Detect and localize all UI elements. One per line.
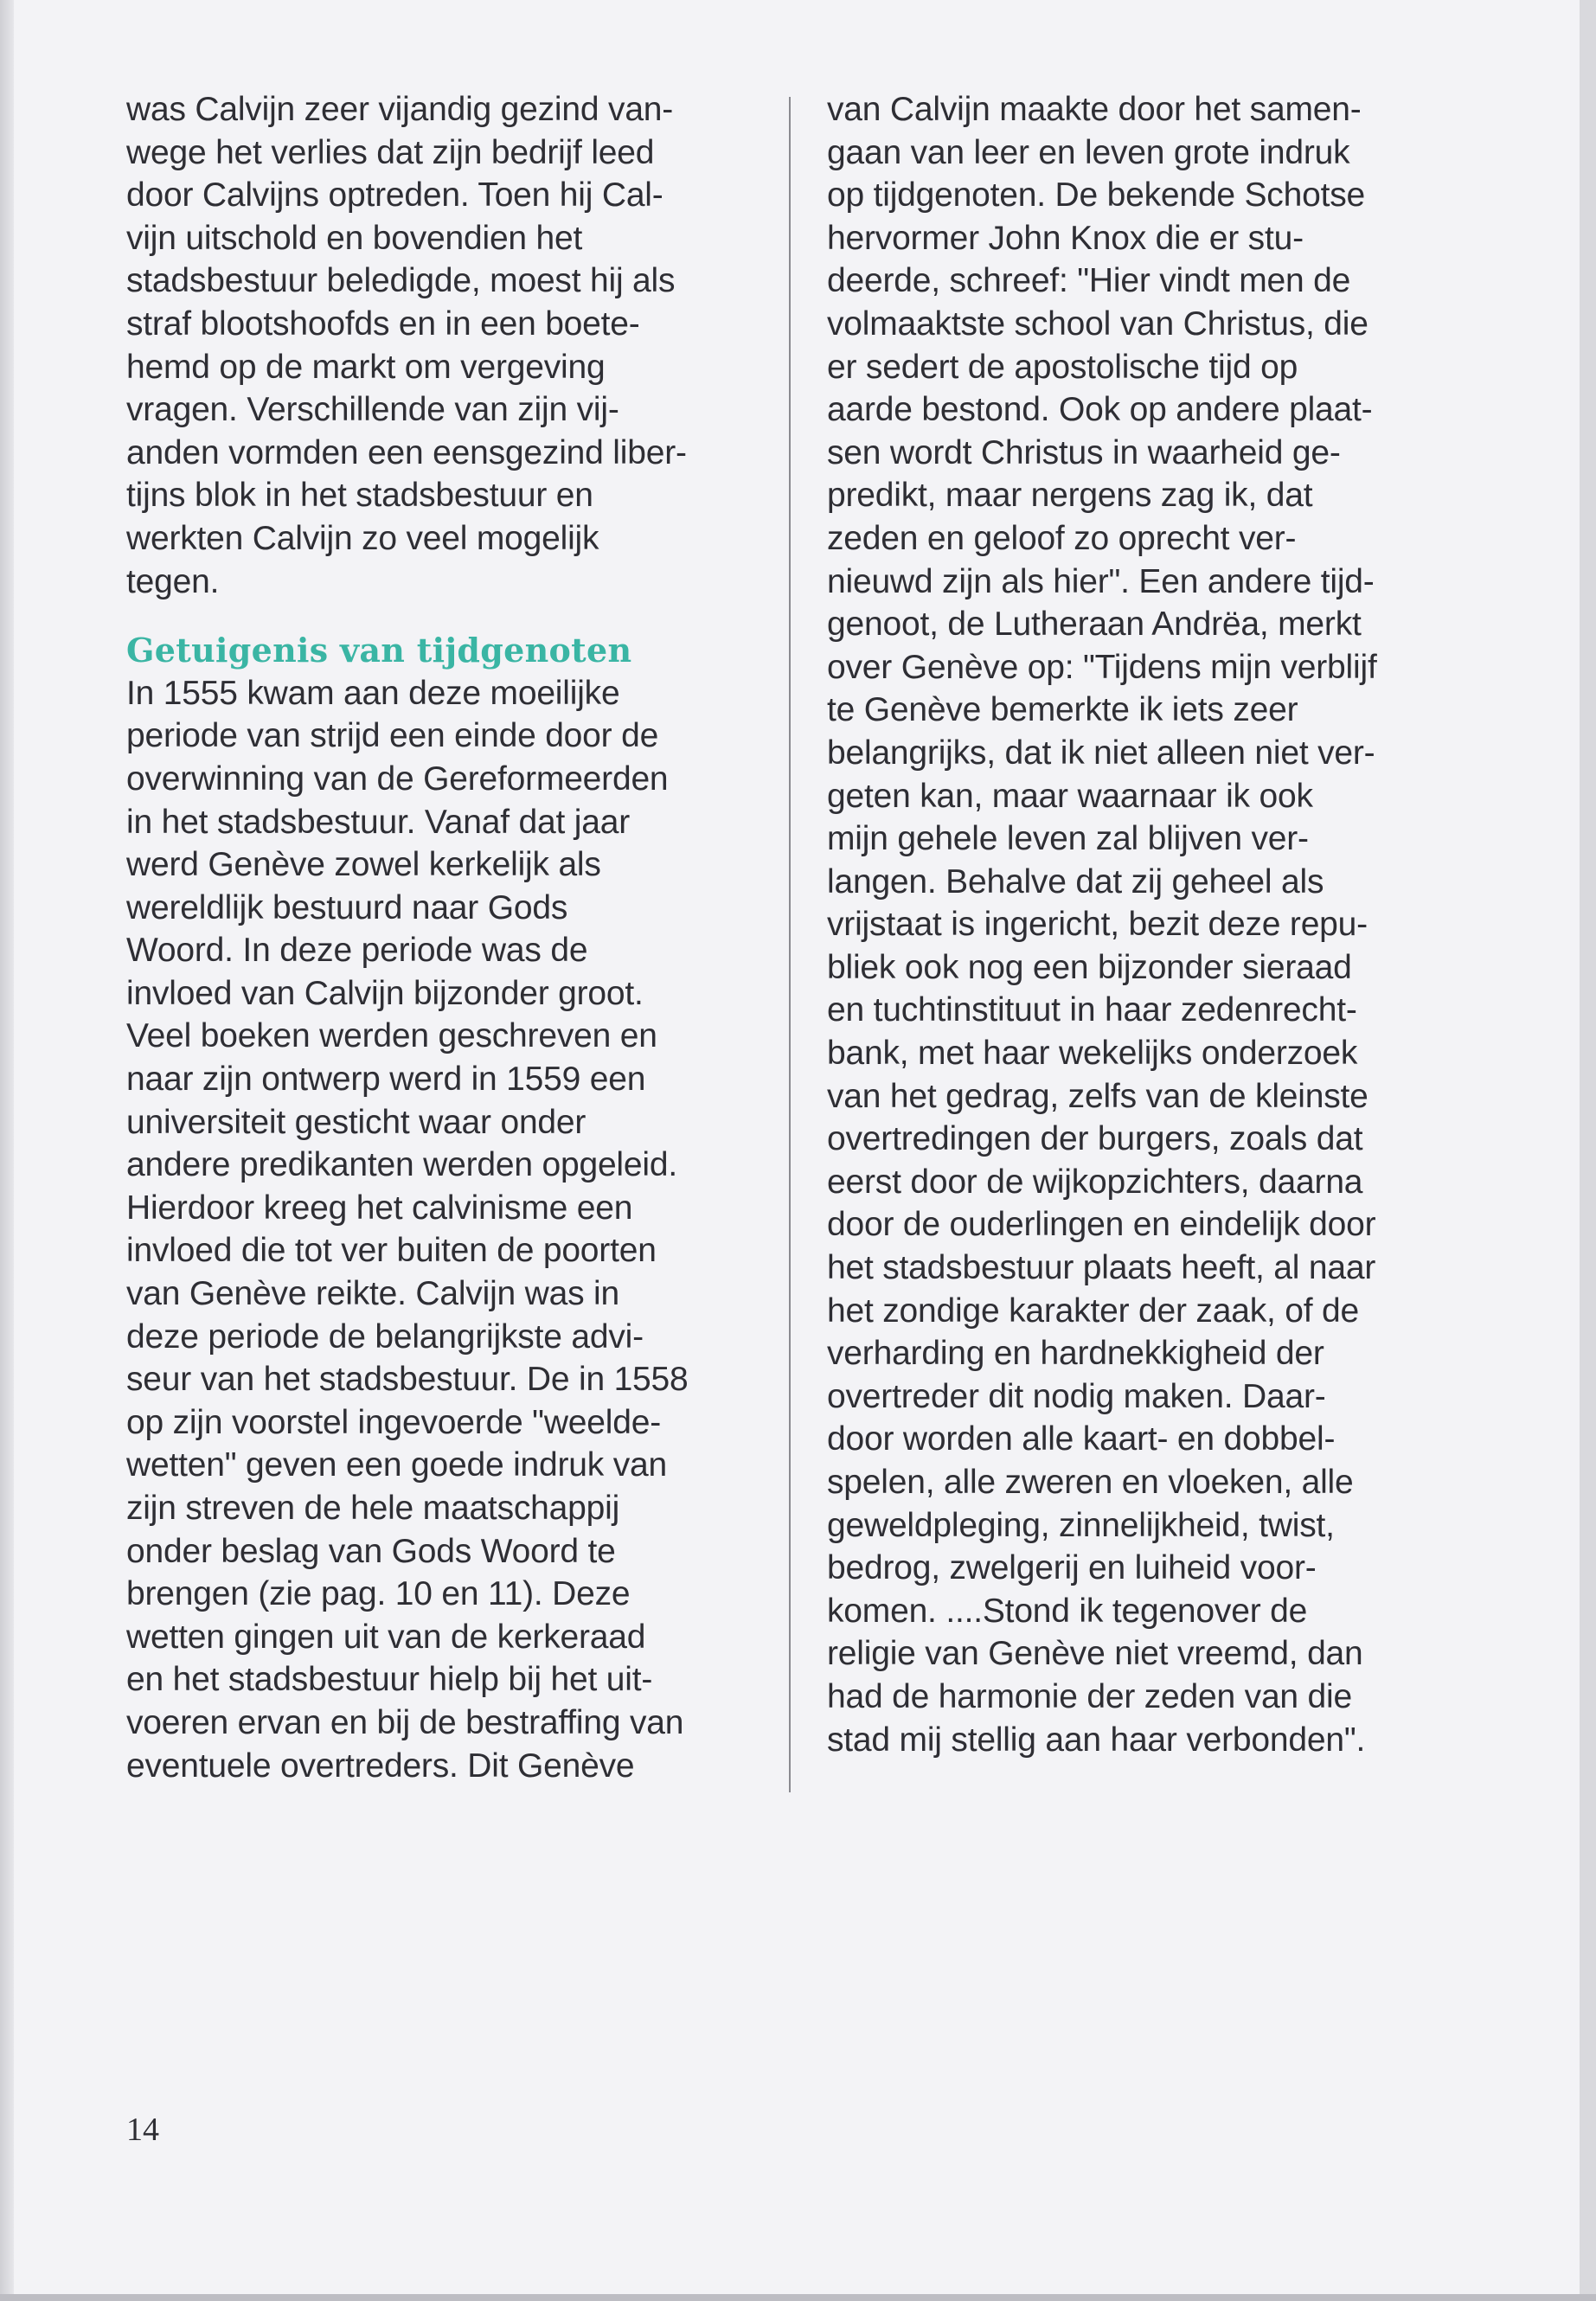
text-line: in het stadsbestuur. Vanaf dat jaar [126, 803, 630, 841]
text-line: door worden alle kaart- en dobbel- [827, 1420, 1336, 1458]
text-line: zeden en geloof zo oprecht ver- [827, 519, 1297, 557]
text-line: van Genève reikte. Calvijn was in [126, 1275, 620, 1313]
column-divider [789, 97, 791, 1792]
text-line: bank, met haar wekelijks onderzoek [827, 1035, 1358, 1073]
text-line: vrijstaat is ingericht, bezit deze repu- [827, 906, 1368, 944]
text-line: te Genève bemerkte ik iets zeer [827, 691, 1298, 729]
text-line: er sedert de apostolische tijd op [827, 348, 1298, 386]
text-line: het zondige karakter der zaak, of de [827, 1292, 1360, 1330]
text-line: van het gedrag, zelfs van de kleinste [827, 1077, 1368, 1115]
text-line: zijn streven de hele maatschappij [126, 1490, 620, 1527]
text-line: vijn uitschold en bovendien het [126, 219, 583, 257]
page-bottom-edge [0, 2294, 1596, 2301]
text-line: op tijdgenoten. De bekende Schotse [827, 176, 1365, 215]
text-line: op zijn voorstel ingevoerde "weelde- [126, 1403, 661, 1441]
text-line: verharding en hardnekkigheid der [827, 1335, 1324, 1373]
text-line: sen wordt Christus in waarheid ge- [827, 433, 1341, 471]
text-line: was Calvijn zeer vijandig gezind van- [126, 91, 674, 128]
text-line: hemd op de markt om vergeving [126, 348, 606, 386]
text-line: bliek ook nog een bijzonder sieraad [827, 948, 1352, 986]
text-line: had de harmonie der zeden van die [827, 1677, 1353, 1715]
text-line: deze periode de belangrijkste advi- [126, 1317, 644, 1356]
left-paragraph-2 [126, 672, 766, 1787]
text-line: hervormer John Knox die er stu- [827, 219, 1304, 257]
text-line: andere predikanten werden opgeleid. [126, 1146, 677, 1184]
text-line: stadsbestuur beledigde, moest hij als [126, 262, 676, 300]
text-line: overtreder dit nodig maken. Daar- [827, 1377, 1326, 1415]
page-binding-edge [0, 0, 14, 2301]
text-line: wetten gingen uit van de kerkeraad [126, 1618, 646, 1656]
text-line: Hierdoor kreeg het calvinisme een [126, 1189, 633, 1227]
text-line: belangrijks, dat ik niet alleen niet ver- [827, 734, 1375, 772]
text-line: invloed van Calvijn bijzonder groot. [126, 974, 644, 1012]
text-line: Woord. In deze periode was de [126, 932, 588, 970]
right-paragraph-1 [827, 88, 1450, 1761]
text-line: spelen, alle zweren en vloeken, alle [827, 1464, 1354, 1501]
text-line: Veel boeken werden geschreven en [126, 1017, 657, 1055]
text-line: straf blootshoofds en in een boete- [126, 304, 640, 343]
text-line: onder beslag van Gods Woord te [126, 1532, 616, 1570]
text-line: universiteit gesticht waar onder [126, 1103, 586, 1141]
text-line: religie van Genève niet vreemd, dan [827, 1635, 1363, 1673]
text-line: door de ouderlingen en eindelijk door [827, 1206, 1376, 1244]
text-line: periode van strijd een einde door de [126, 717, 659, 755]
text-line: overwinning van de Gereformeerden [126, 760, 669, 798]
text-line: door Calvijns optreden. Toen hij Cal- [126, 176, 663, 215]
left-column [126, 88, 766, 1787]
text-line: anden vormden een eensgezind liber- [126, 433, 687, 471]
text-line: nieuwd zijn als hier". Een andere tijd- [827, 562, 1375, 600]
text-line: het stadsbestuur plaats heeft, al naar [827, 1249, 1376, 1287]
left-paragraph-1 [126, 88, 766, 603]
text-line: en het stadsbestuur hielp bij het uit- [126, 1661, 653, 1699]
text-line: seur van het stadsbestuur. De in 1558 [126, 1361, 689, 1399]
text-line: naar zijn ontwerp werd in 1559 een [126, 1061, 646, 1099]
text-line: tegen. [126, 562, 220, 600]
text-line: eerst door de wijkopzichters, daarna [827, 1163, 1363, 1201]
text-line: stad mij stellig aan haar verbonden". [827, 1721, 1366, 1759]
text-line: en tuchtinstituut in haar zedenrecht- [827, 991, 1357, 1029]
text-line: eventuele overtreders. Dit Genève [126, 1747, 635, 1785]
text-line: bedrog, zwelgerij en luiheid voor- [827, 1549, 1317, 1587]
text-line: werkten Calvijn zo veel mogelijk [126, 519, 599, 557]
text-line: voeren ervan en bij de bestraffing van [126, 1703, 684, 1741]
text-line: werd Genève zowel kerkelijk als [126, 846, 601, 884]
text-line: aarde bestond. Ook op andere plaat- [827, 391, 1373, 429]
section-heading: Getuigenis van tijdgenoten [126, 631, 632, 670]
text-line: over Genève op: "Tijdens mijn verblijf [827, 648, 1377, 686]
right-column [827, 88, 1450, 1761]
text-line: tijns blok in het stadsbestuur en [126, 477, 593, 515]
text-line: predikt, maar nergens zag ik, dat [827, 477, 1313, 515]
text-line: brengen (zie pag. 10 en 11). Deze [126, 1575, 631, 1613]
text-line: wege het verlies dat zijn bedrijf leed [126, 133, 655, 171]
text-line: geten kan, maar waarnaar ik ook [827, 777, 1313, 815]
text-line: mijn gehele leven zal blijven ver- [827, 820, 1309, 858]
text-line: invloed die tot ver buiten de poorten [126, 1232, 657, 1270]
text-line: deerde, schreef: "Hier vindt men de [827, 262, 1351, 300]
text-line: langen. Behalve dat zij geheel als [827, 862, 1324, 901]
book-page [14, 0, 1580, 2297]
text-line: gaan van leer en leven grote indruk [827, 133, 1350, 171]
text-line: volmaaktste school van Christus, die [827, 304, 1368, 343]
text-line: wereldlijk bestuurd naar Gods [126, 888, 568, 926]
page-number: 14 [126, 2112, 159, 2148]
text-line: van Calvijn maakte door het samen- [827, 91, 1362, 128]
text-line: vragen. Verschillende van zijn vij- [126, 391, 619, 429]
text-line: In 1555 kwam aan deze moeilijke [126, 674, 620, 712]
text-line: genoot, de Lutheraan Andrëa, merkt [827, 606, 1362, 644]
text-line: komen. ....Stond ik tegenover de [827, 1592, 1308, 1630]
text-line: geweldpleging, zinnelijkheid, twist, [827, 1506, 1335, 1544]
text-line: wetten" geven een goede indruk van [126, 1446, 668, 1484]
text-line: overtredingen der burgers, zoals dat [827, 1120, 1363, 1158]
